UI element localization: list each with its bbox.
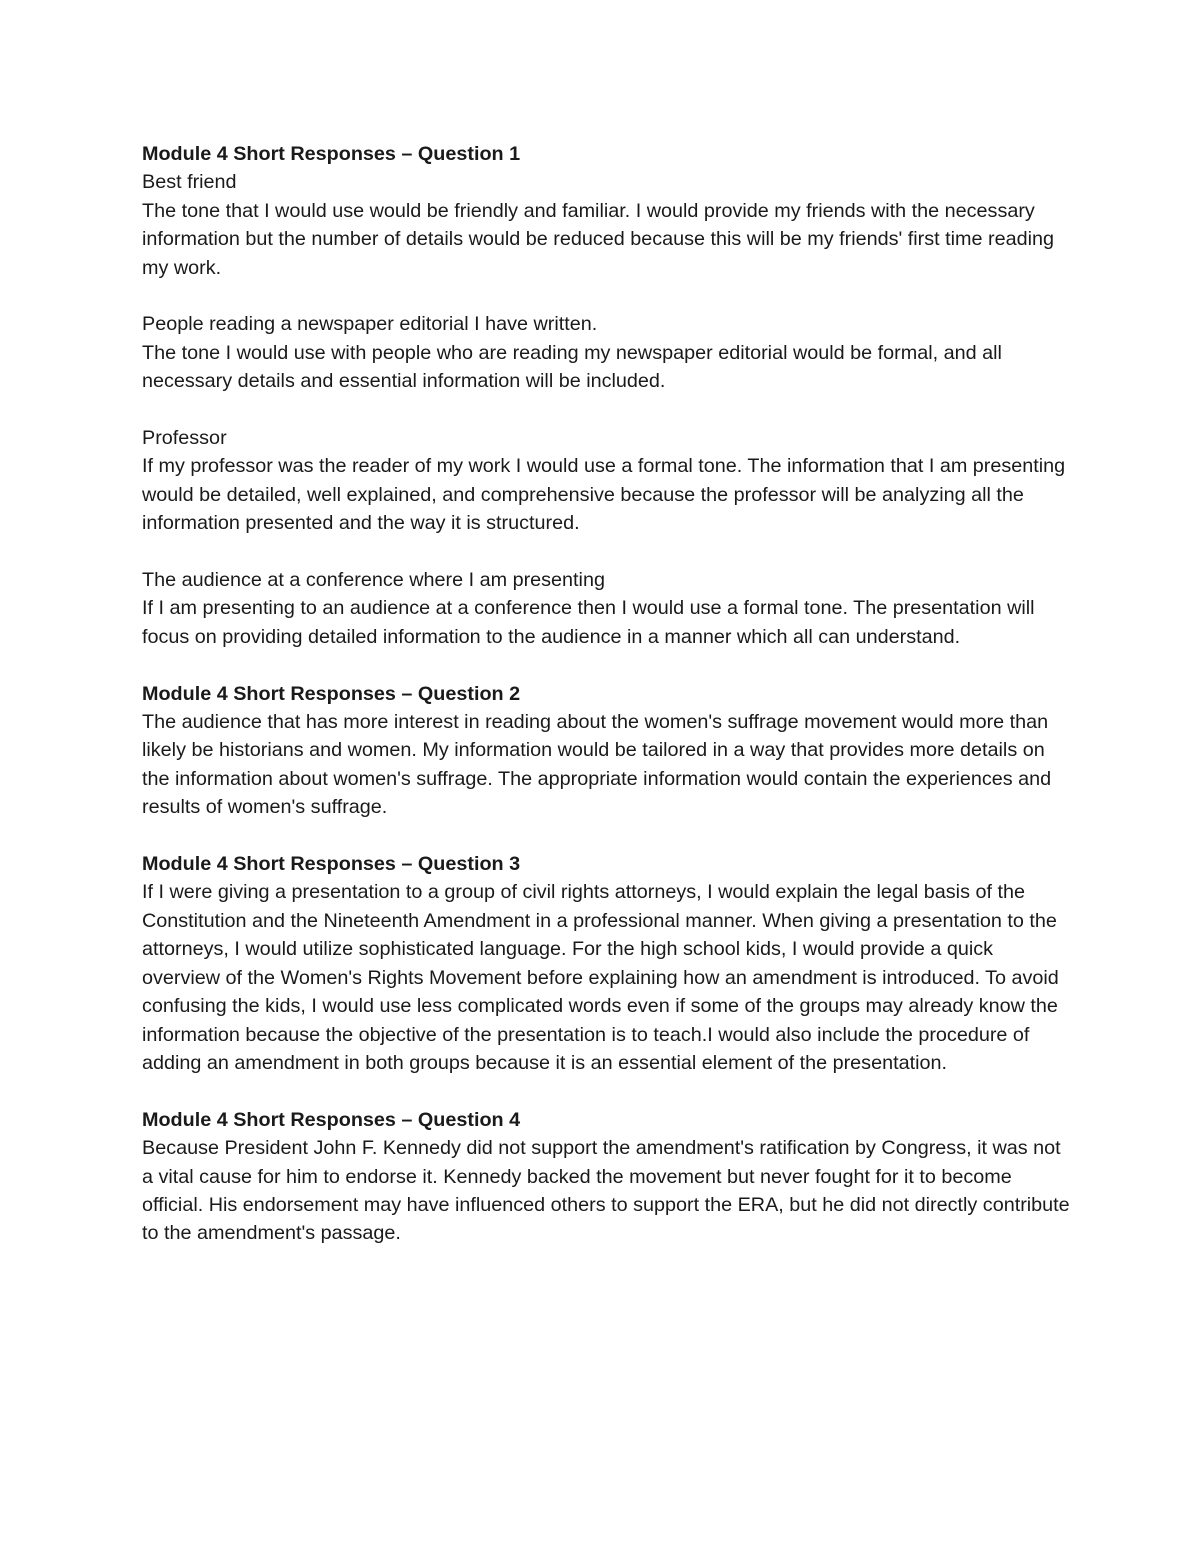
audience-label-best-friend: Best friend [142, 171, 237, 194]
question-2-heading: Module 4 Short Responses – Question 2 [142, 682, 521, 705]
audience-label-newspaper-readers: People reading a newspaper editorial I have written. [142, 313, 598, 336]
question-2-section [142, 680, 1072, 850]
paragraph-gap [142, 651, 1072, 679]
response-newspaper-readers: The tone I would use with people who are reading my newspaper editorial would be formal, and all necessary details and essential information will be included. [142, 341, 1002, 393]
question-4-heading: Module 4 Short Responses – Question 4 [142, 1108, 521, 1131]
paragraph-gap [142, 822, 1072, 850]
question-2-response: The audience that has more interest in reading about the women's suffrage movement would more than likely be historians and women. My information would be tailored in a way that provides more details on the information about women's suffrage. The appropriate information would contain the experiences and results of women's suffrage. [142, 711, 1052, 819]
question-4-section [142, 1106, 1072, 1248]
audience-label-professor: Professor [142, 427, 227, 450]
paragraph-gap [142, 282, 1072, 310]
question-3-response: If I were giving a presentation to a group of civil rights attorneys, I would explain the legal basis of the Constitution and the Nineteenth Amendment in a professional manner. When giving a presentation to the attorneys, I would utilize sophisticated language. For the high school kids, I would provide a quick overview of the Women's Rights Movement before explaining how an amendment is introduced. To avoid confusing the kids, I would use less complicated words even if some of the groups may already know the information because the objective of the presentation is to teach.I would also include the procedure of adding an amendment in both groups because it is an essential element of the presentation. [142, 881, 1059, 1074]
question-3-section [142, 850, 1072, 1106]
response-conference: If I am presenting to an audience at a conference then I would use a formal tone. The presentation will focus on providing detailed information to the audience in a manner which all can understand. [142, 597, 1035, 648]
paragraph-gap [142, 396, 1072, 424]
question-3-heading: Module 4 Short Responses – Question 3 [142, 853, 521, 876]
paragraph-gap [142, 538, 1072, 566]
response-professor: If my professor was the reader of my work I would use a formal tone. The information that I am presenting would be detailed, well explained, and comprehensive because the professor will be analyzing all the information presented and the way it is structured. [142, 455, 1066, 535]
document-page [142, 140, 1072, 1248]
audience-label-conference: The audience at a conference where I am presenting [142, 569, 605, 592]
question-4-response: Because President John F. Kennedy did not support the amendment's ratification by Congress, it was not a vital cause for him to endorse it. Kennedy backed the movement but never fought for it to become official. His endorsement may have influenced others to support the ERA, but he did not directly contribute to the amendment's passage. [142, 1137, 1070, 1245]
question-1-section [142, 140, 1072, 680]
response-best-friend: The tone that I would use would be friendly and familiar. I would provide my friends with the necessary information but the number of details would be reduced because this will be my friends' first time reading my work. [142, 199, 1054, 279]
paragraph-gap [142, 1077, 1072, 1105]
question-1-heading: Module 4 Short Responses – Question 1 [142, 143, 521, 165]
